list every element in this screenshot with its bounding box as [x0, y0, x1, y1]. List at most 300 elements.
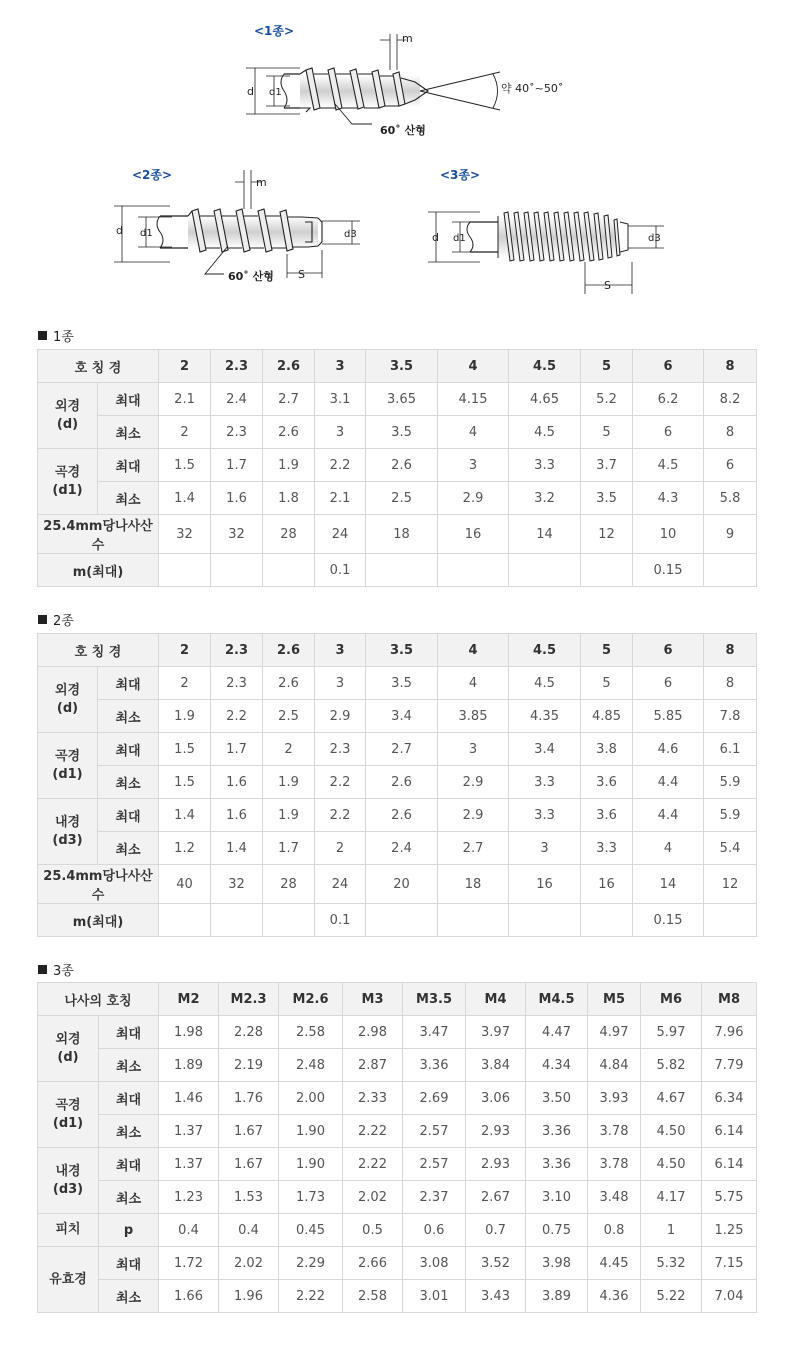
row-label-cell: 최소: [98, 832, 159, 865]
value-cell: 5: [581, 416, 633, 449]
value-cell: 3: [438, 733, 509, 766]
value-cell: 3.48: [588, 1181, 641, 1214]
value-cell: 3.5: [366, 667, 438, 700]
row-label-cell: 최소: [99, 1049, 159, 1082]
value-cell: 2.69: [403, 1082, 466, 1115]
section-title-2: [38, 610, 74, 629]
value-cell: 3.7: [581, 449, 633, 482]
group-label-cell: [38, 799, 98, 865]
row-label-cell: m(최대): [38, 554, 159, 587]
type3-screw-drawing: [428, 212, 664, 294]
value-cell: 4.67: [641, 1082, 702, 1115]
value-cell: 2: [263, 733, 315, 766]
table-row: [38, 1049, 757, 1082]
header-size-cell: 2: [159, 350, 211, 383]
value-cell: 1.8: [263, 482, 315, 515]
value-cell: 2.00: [279, 1082, 343, 1115]
value-cell: 2.9: [438, 482, 509, 515]
header-size-cell: 2: [159, 634, 211, 667]
group-label-cell: [38, 1148, 99, 1214]
square-bullet-icon: [38, 965, 47, 974]
value-cell: 2.7: [438, 832, 509, 865]
value-cell: 12: [581, 515, 633, 554]
value-cell: 2.7: [263, 383, 315, 416]
header-size-cell: M3: [343, 983, 403, 1016]
value-cell: 4.50: [641, 1115, 702, 1148]
value-cell: 1.7: [211, 449, 263, 482]
value-cell: 0.15: [633, 904, 704, 937]
value-cell: 3: [315, 416, 366, 449]
value-cell: 2: [159, 667, 211, 700]
value-cell: 5.22: [641, 1280, 702, 1313]
value-cell: 4.4: [633, 799, 704, 832]
header-size-cell: M5: [588, 983, 641, 1016]
value-cell: 4: [438, 667, 509, 700]
value-cell: 3.4: [366, 700, 438, 733]
square-bullet-icon: [38, 615, 47, 624]
value-cell: 2.4: [366, 832, 438, 865]
group-label: 피치: [55, 1222, 81, 1237]
value-cell: [159, 904, 211, 937]
group-label: 유효경: [49, 1271, 87, 1287]
value-cell: 40: [159, 865, 211, 904]
value-cell: [366, 554, 438, 587]
value-cell: [509, 904, 581, 937]
value-cell: 3.89: [526, 1280, 588, 1313]
value-cell: 5.8: [704, 482, 757, 515]
header-size-cell: 2.6: [263, 634, 315, 667]
row-label-cell: 최소: [99, 1115, 159, 1148]
value-cell: 6.1: [704, 733, 757, 766]
type1-title: <1종>: [254, 24, 295, 38]
value-cell: 3.78: [588, 1115, 641, 1148]
value-cell: 3: [438, 449, 509, 482]
value-cell: 1.4: [159, 482, 211, 515]
value-cell: 1.67: [219, 1115, 279, 1148]
type2-m-label: m: [256, 176, 267, 189]
value-cell: 3.50: [526, 1082, 588, 1115]
value-cell: 4.84: [588, 1049, 641, 1082]
value-cell: 8.2: [704, 383, 757, 416]
group-label: 외경: [54, 682, 81, 698]
value-cell: 6.34: [702, 1082, 757, 1115]
value-cell: 5.9: [704, 799, 757, 832]
type1-thread-angle-label: 60˚ 산형: [380, 124, 426, 137]
header-size-cell: M2.6: [279, 983, 343, 1016]
value-cell: 7.8: [704, 700, 757, 733]
value-cell: 6: [704, 449, 757, 482]
value-cell: 18: [438, 865, 509, 904]
header-size-cell: 3.5: [366, 634, 438, 667]
value-cell: 3: [315, 667, 366, 700]
value-cell: 5: [581, 667, 633, 700]
row-label-cell: 25.4mm당나사산수: [38, 515, 159, 554]
row-label-cell: 최대: [99, 1148, 159, 1181]
value-cell: 2.57: [403, 1115, 466, 1148]
value-cell: 1.4: [211, 832, 263, 865]
value-cell: 1.73: [279, 1181, 343, 1214]
header-size-cell: 4.5: [509, 350, 581, 383]
value-cell: 5.9: [704, 766, 757, 799]
table-row: [38, 832, 757, 865]
type2-screw-drawing: [114, 170, 360, 278]
value-cell: 1.37: [159, 1148, 219, 1181]
value-cell: 0.7: [466, 1214, 526, 1247]
section-title-text: 3종: [53, 964, 74, 979]
row-label-cell: 최대: [98, 383, 159, 416]
header-size-cell: 6: [633, 350, 704, 383]
value-cell: 4.5: [633, 449, 704, 482]
value-cell: 3.6: [581, 799, 633, 832]
value-cell: 6: [633, 416, 704, 449]
value-cell: 3.78: [588, 1148, 641, 1181]
value-cell: 3.98: [526, 1247, 588, 1280]
value-cell: 2.2: [211, 700, 263, 733]
row-label-cell: 최소: [98, 766, 159, 799]
header-size-cell: M2.3: [219, 983, 279, 1016]
value-cell: 2.5: [366, 482, 438, 515]
type3-d1-label: d1: [453, 233, 466, 244]
value-cell: 3.43: [466, 1280, 526, 1313]
screw-diagrams: [0, 0, 800, 310]
value-cell: 2.1: [315, 482, 366, 515]
header-label-cell: 나사의 호칭: [38, 983, 159, 1016]
value-cell: [211, 554, 263, 587]
header-size-cell: 2.3: [211, 634, 263, 667]
value-cell: 3: [509, 832, 581, 865]
group-sublabel: (d1): [52, 482, 83, 498]
value-cell: 4.17: [641, 1181, 702, 1214]
value-cell: 1.7: [263, 832, 315, 865]
value-cell: [438, 904, 509, 937]
value-cell: 5.97: [641, 1016, 702, 1049]
table-row: [38, 449, 757, 482]
value-cell: 2.9: [438, 799, 509, 832]
value-cell: 1.25: [702, 1214, 757, 1247]
row-label-cell: 25.4mm당나사산수: [38, 865, 159, 904]
value-cell: 2.22: [343, 1115, 403, 1148]
value-cell: 6.2: [633, 383, 704, 416]
value-cell: 2.02: [343, 1181, 403, 1214]
value-cell: 4.3: [633, 482, 704, 515]
value-cell: 1.4: [159, 799, 211, 832]
type1-d-label: d: [247, 85, 254, 98]
value-cell: 28: [263, 865, 315, 904]
value-cell: 3.3: [509, 449, 581, 482]
row-label-cell: 최대: [98, 799, 159, 832]
value-cell: 7.15: [702, 1247, 757, 1280]
value-cell: 3.06: [466, 1082, 526, 1115]
group-sublabel: (d): [57, 1049, 79, 1065]
type2-d-label: d: [116, 224, 123, 237]
value-cell: 2.87: [343, 1049, 403, 1082]
square-bullet-icon: [38, 331, 47, 340]
table-row: [38, 554, 757, 587]
value-cell: 1.23: [159, 1181, 219, 1214]
value-cell: [159, 554, 211, 587]
value-cell: 2.3: [211, 667, 263, 700]
table-row: [38, 1181, 757, 1214]
value-cell: 20: [366, 865, 438, 904]
value-cell: 0.6: [403, 1214, 466, 1247]
group-sublabel: (d3): [52, 832, 83, 848]
group-sublabel: (d1): [52, 766, 83, 782]
value-cell: 28: [263, 515, 315, 554]
spec-table-type1: [37, 349, 757, 587]
value-cell: 1.53: [219, 1181, 279, 1214]
value-cell: 1.89: [159, 1049, 219, 1082]
value-cell: 5.82: [641, 1049, 702, 1082]
value-cell: 2.6: [263, 667, 315, 700]
value-cell: 2.2: [315, 766, 366, 799]
table-row: [38, 667, 757, 700]
value-cell: 2.29: [279, 1247, 343, 1280]
value-cell: 1.90: [279, 1115, 343, 1148]
value-cell: 2.6: [366, 766, 438, 799]
value-cell: 2.58: [279, 1016, 343, 1049]
group-label: 곡경: [54, 464, 81, 480]
value-cell: [366, 904, 438, 937]
value-cell: 2.6: [366, 799, 438, 832]
group-label-cell: [38, 1214, 99, 1247]
value-cell: 2.22: [279, 1280, 343, 1313]
value-cell: 12: [704, 865, 757, 904]
value-cell: 5.85: [633, 700, 704, 733]
group-label: 곡경: [55, 1097, 81, 1113]
group-label-cell: [38, 733, 98, 799]
value-cell: [509, 554, 581, 587]
value-cell: 2.67: [466, 1181, 526, 1214]
value-cell: 1.37: [159, 1115, 219, 1148]
value-cell: 4.36: [588, 1280, 641, 1313]
value-cell: 4: [438, 416, 509, 449]
row-label-cell: 최소: [99, 1280, 159, 1313]
value-cell: [704, 904, 757, 937]
header-size-cell: 5: [581, 350, 633, 383]
value-cell: 2.6: [366, 449, 438, 482]
value-cell: 2.37: [403, 1181, 466, 1214]
value-cell: 3.36: [526, 1148, 588, 1181]
header-label-cell: 호 칭 경: [38, 634, 159, 667]
header-label-cell: 호 칭 경: [38, 350, 159, 383]
value-cell: 3.6: [581, 766, 633, 799]
value-cell: 1.9: [263, 799, 315, 832]
value-cell: 3.36: [403, 1049, 466, 1082]
value-cell: 14: [509, 515, 581, 554]
type3-d3-label: d3: [648, 233, 661, 244]
value-cell: 8: [704, 667, 757, 700]
value-cell: 1.2: [159, 832, 211, 865]
header-size-cell: M6: [641, 983, 702, 1016]
value-cell: 4.50: [641, 1148, 702, 1181]
table-row: [38, 904, 757, 937]
value-cell: 0.4: [159, 1214, 219, 1247]
type3-title: <3종>: [440, 168, 481, 182]
value-cell: 0.15: [633, 554, 704, 587]
value-cell: [263, 904, 315, 937]
value-cell: 24: [315, 515, 366, 554]
spec-table-type2: [37, 633, 757, 937]
value-cell: 2.58: [343, 1280, 403, 1313]
header-size-cell: 4.5: [509, 634, 581, 667]
value-cell: 0.8: [588, 1214, 641, 1247]
value-cell: 4.45: [588, 1247, 641, 1280]
row-label-cell: 최대: [99, 1247, 159, 1280]
type2-title: <2종>: [132, 168, 173, 182]
row-label-cell: 최대: [98, 733, 159, 766]
table-row: [38, 1247, 757, 1280]
table-header-row: [38, 983, 757, 1016]
value-cell: [704, 554, 757, 587]
group-sublabel: (d): [56, 700, 79, 716]
row-label-cell: 최대: [99, 1016, 159, 1049]
row-label-cell: 최대: [98, 449, 159, 482]
row-label-cell: m(최대): [38, 904, 159, 937]
value-cell: 3.47: [403, 1016, 466, 1049]
row-label-cell: p: [99, 1214, 159, 1247]
value-cell: 2: [315, 832, 366, 865]
value-cell: 1.76: [219, 1082, 279, 1115]
group-label: 내경: [54, 814, 81, 830]
type2-d1-label: d1: [140, 228, 153, 239]
table-row: [38, 1016, 757, 1049]
value-cell: 1.67: [219, 1148, 279, 1181]
group-sublabel: (d1): [52, 1115, 84, 1131]
value-cell: 3.4: [509, 733, 581, 766]
value-cell: 1: [641, 1214, 702, 1247]
group-label-cell: [38, 1247, 99, 1313]
value-cell: 4.65: [509, 383, 581, 416]
value-cell: 32: [211, 865, 263, 904]
value-cell: 2.28: [219, 1016, 279, 1049]
value-cell: 3.1: [315, 383, 366, 416]
value-cell: 3.5: [366, 416, 438, 449]
value-cell: 2.2: [315, 449, 366, 482]
value-cell: 4.34: [526, 1049, 588, 1082]
type1-angle-label: 약 40˚~50˚: [501, 82, 564, 95]
header-size-cell: 6: [633, 634, 704, 667]
value-cell: 2: [159, 416, 211, 449]
value-cell: 4.35: [509, 700, 581, 733]
value-cell: 14: [633, 865, 704, 904]
value-cell: 3.97: [466, 1016, 526, 1049]
value-cell: 1.5: [159, 766, 211, 799]
group-label: 외경: [54, 398, 81, 414]
value-cell: 3.3: [581, 832, 633, 865]
value-cell: 1.96: [219, 1280, 279, 1313]
group-label: 곡경: [54, 748, 81, 764]
row-label-cell: 최대: [98, 667, 159, 700]
value-cell: 1.5: [159, 449, 211, 482]
section-title-3: [38, 960, 74, 979]
value-cell: 5.4: [704, 832, 757, 865]
value-cell: 10: [633, 515, 704, 554]
value-cell: 4: [633, 832, 704, 865]
screw-diagrams-svg: [0, 0, 800, 310]
value-cell: 16: [581, 865, 633, 904]
value-cell: 1.66: [159, 1280, 219, 1313]
value-cell: 3.93: [588, 1082, 641, 1115]
value-cell: [263, 554, 315, 587]
value-cell: 2.3: [315, 733, 366, 766]
value-cell: 0.4: [219, 1214, 279, 1247]
value-cell: 2.6: [263, 416, 315, 449]
spec-table-type3: [37, 982, 757, 1313]
value-cell: 2.1: [159, 383, 211, 416]
table-row: [38, 1214, 757, 1247]
value-cell: 6.14: [702, 1115, 757, 1148]
table-row: [38, 1148, 757, 1181]
table-row: [38, 515, 757, 554]
type1-m-label: m: [402, 32, 413, 45]
table-row: [38, 1115, 757, 1148]
value-cell: 4.47: [526, 1016, 588, 1049]
table-row: [38, 416, 757, 449]
group-label-cell: [38, 1082, 99, 1148]
group-label: 외경: [55, 1031, 81, 1047]
type1-screw-drawing: [246, 34, 500, 124]
value-cell: 16: [509, 865, 581, 904]
row-label-cell: 최소: [98, 482, 159, 515]
row-label-cell: 최소: [99, 1181, 159, 1214]
header-size-cell: M8: [702, 983, 757, 1016]
header-size-cell: 3: [315, 634, 366, 667]
value-cell: 3.52: [466, 1247, 526, 1280]
value-cell: 3.3: [509, 799, 581, 832]
type3-d-label: d: [432, 231, 439, 244]
value-cell: 0.1: [315, 904, 366, 937]
table-row: [38, 700, 757, 733]
value-cell: 3.10: [526, 1181, 588, 1214]
header-size-cell: M4: [466, 983, 526, 1016]
group-label-cell: [38, 1016, 99, 1082]
table-row: [38, 766, 757, 799]
value-cell: [438, 554, 509, 587]
group-sublabel: (d3): [52, 1181, 84, 1197]
value-cell: [211, 904, 263, 937]
type2-s-label: S: [298, 268, 305, 281]
value-cell: 2.98: [343, 1016, 403, 1049]
value-cell: 3.01: [403, 1280, 466, 1313]
header-size-cell: 2.6: [263, 350, 315, 383]
group-label: 내경: [55, 1163, 81, 1179]
value-cell: 4.5: [509, 667, 581, 700]
value-cell: 6.14: [702, 1148, 757, 1181]
header-size-cell: 8: [704, 350, 757, 383]
value-cell: 8: [704, 416, 757, 449]
header-size-cell: 3: [315, 350, 366, 383]
value-cell: 4.15: [438, 383, 509, 416]
header-size-cell: 5: [581, 634, 633, 667]
header-size-cell: M2: [159, 983, 219, 1016]
value-cell: 2.48: [279, 1049, 343, 1082]
value-cell: 3.2: [509, 482, 581, 515]
table-row: [38, 383, 757, 416]
value-cell: 0.1: [315, 554, 366, 587]
row-label-cell: 최소: [98, 416, 159, 449]
table-row: [38, 799, 757, 832]
value-cell: 2.57: [403, 1148, 466, 1181]
value-cell: 0.5: [343, 1214, 403, 1247]
value-cell: 7.79: [702, 1049, 757, 1082]
type3-s-label: S: [604, 279, 611, 292]
value-cell: 2.7: [366, 733, 438, 766]
value-cell: 1.9: [159, 700, 211, 733]
value-cell: 1.6: [211, 799, 263, 832]
value-cell: 2.19: [219, 1049, 279, 1082]
value-cell: 1.72: [159, 1247, 219, 1280]
header-size-cell: 4: [438, 634, 509, 667]
